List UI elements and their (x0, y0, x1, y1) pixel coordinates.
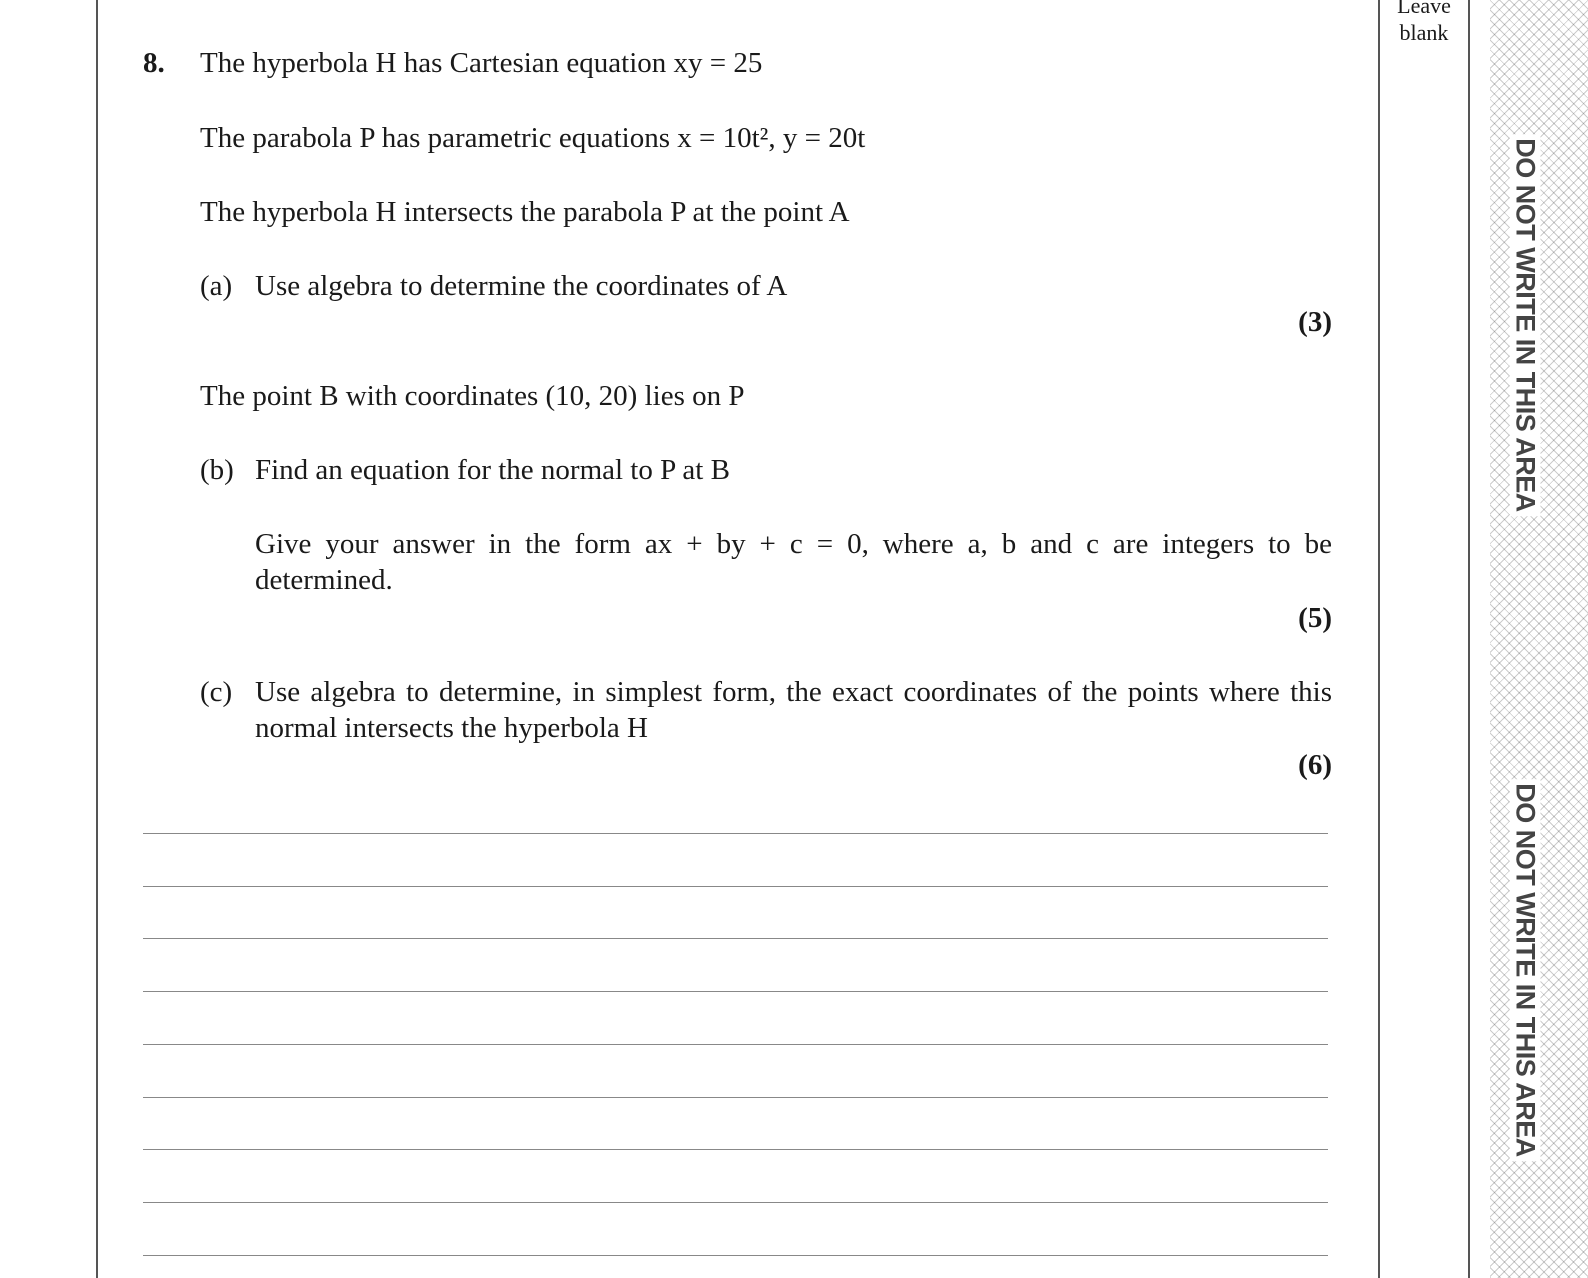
left-margin-border (96, 0, 98, 1278)
do-not-write-warning-bottom: DO NOT WRITE IN THIS AREA (1510, 779, 1541, 1161)
answer-line[interactable] (143, 1044, 1328, 1045)
leave-blank-label (1380, 0, 1468, 46)
outer-column-border (1468, 0, 1470, 1278)
intro-line-intersection: The hyperbola H intersects the parabola P at the point A (200, 196, 850, 228)
question-number: 8. (143, 47, 165, 79)
leave-blank-column-border (1378, 0, 1380, 1278)
answer-line[interactable] (143, 1097, 1328, 1098)
part-a-text: Use algebra to determine the coordinates of A (255, 270, 788, 302)
answer-line[interactable] (143, 938, 1328, 939)
answer-line[interactable] (143, 886, 1328, 887)
part-c-label: (c) (200, 676, 233, 708)
part-b-instruction: Give your answer in the form ax + by + c = 0, where a, b and c are integers to be determined. (255, 528, 1332, 596)
do-not-write-warning-top: DO NOT WRITE IN THIS AREA (1510, 134, 1541, 516)
answer-line[interactable] (143, 1149, 1328, 1150)
point-b-statement: The point B with coordinates (10, 20) lies on P (200, 380, 745, 412)
answer-line[interactable] (143, 833, 1328, 834)
part-b-marks: (5) (1298, 602, 1332, 634)
part-b-label: (b) (200, 454, 234, 486)
part-a-label: (a) (200, 270, 233, 302)
answer-line[interactable] (143, 1202, 1328, 1203)
intro-line-parabola: The parabola P has parametric equations x = 10t², y = 20t (200, 122, 866, 154)
part-b-text: Find an equation for the normal to P at B (255, 454, 730, 486)
leave-blank-text: Leave blank (1397, 0, 1451, 45)
answer-line[interactable] (143, 991, 1328, 992)
part-c-text: Use algebra to determine, in simplest form, the exact coordinates of the points where this normal intersects the hyperbola H (255, 676, 1332, 744)
intro-line-hyperbola: The hyperbola H has Cartesian equation xy = 25 (200, 47, 763, 79)
answer-line[interactable] (143, 1255, 1328, 1256)
part-c-marks: (6) (1298, 749, 1332, 781)
part-a-marks: (3) (1298, 306, 1332, 338)
